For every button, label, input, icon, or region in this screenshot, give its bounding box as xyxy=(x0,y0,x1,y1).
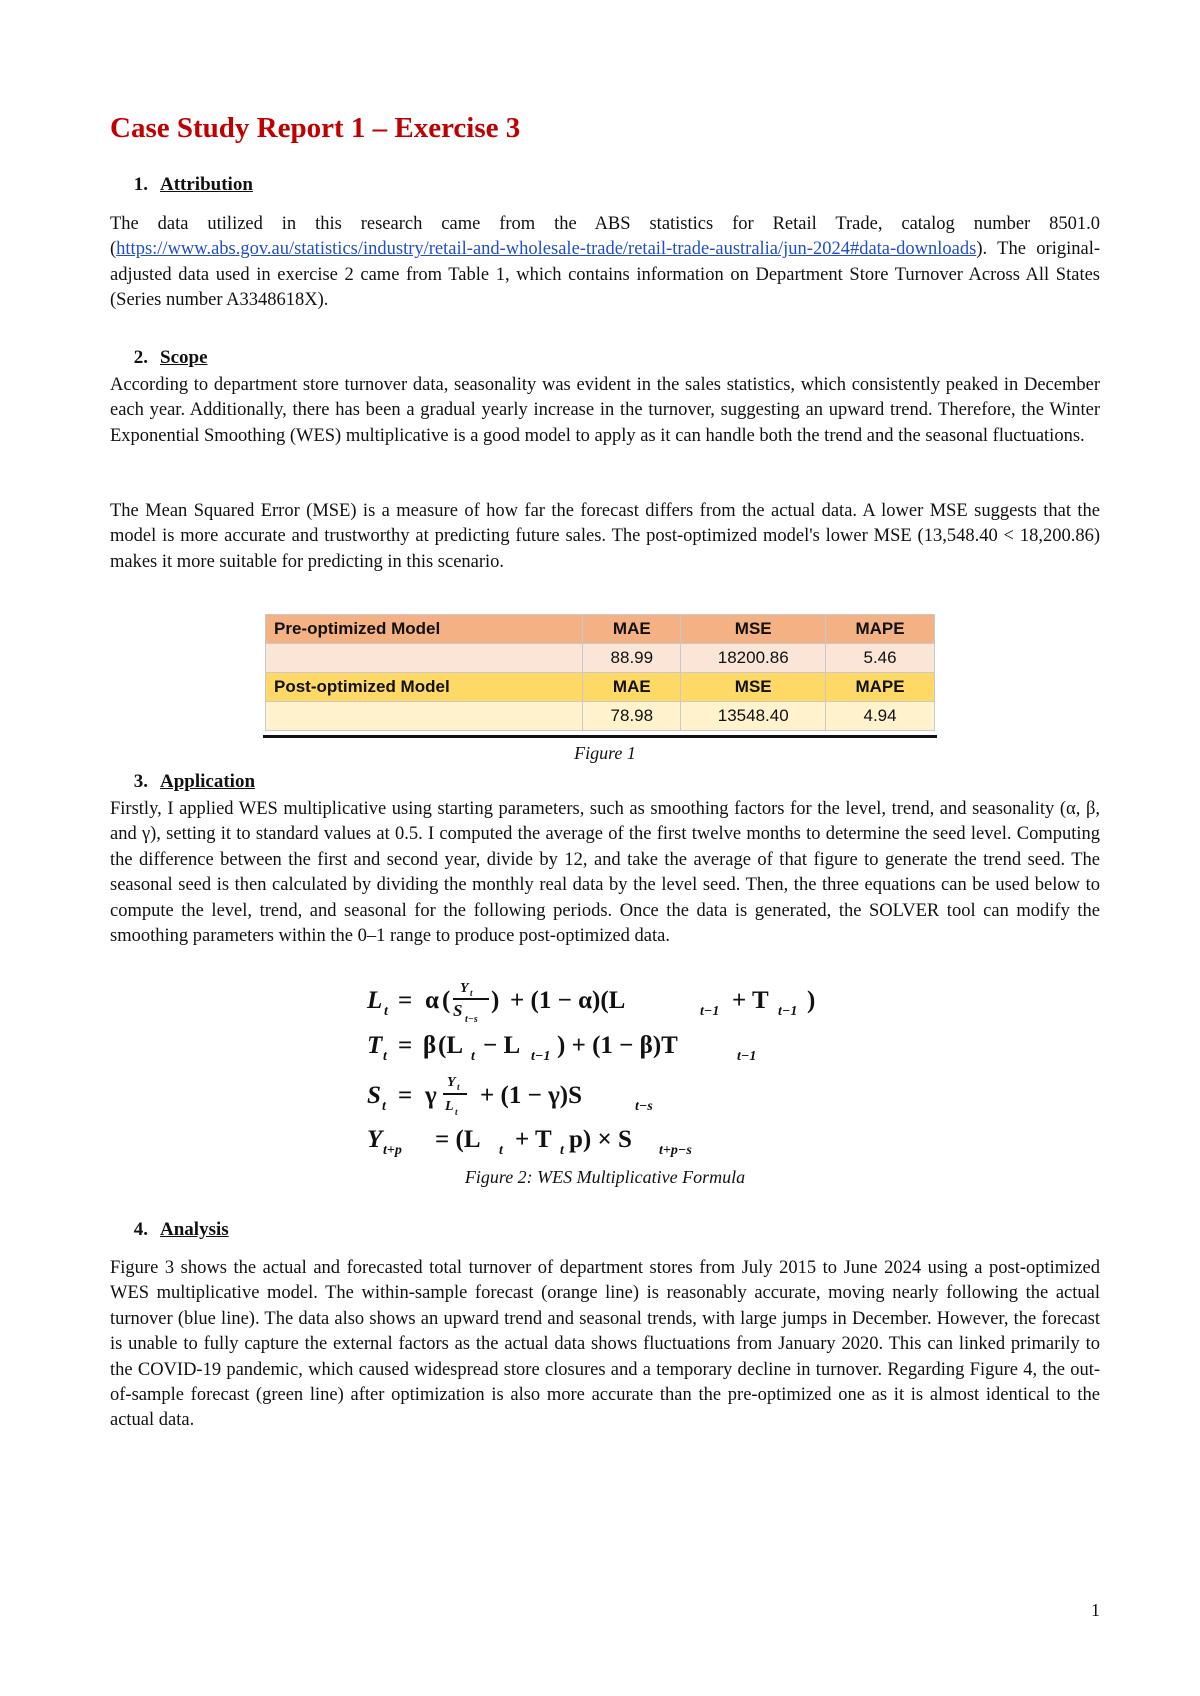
post-mape-value: 4.94 xyxy=(826,702,935,731)
figure-2-caption: Figure 2: WES Multiplicative Formula xyxy=(464,1167,746,1187)
section-number: 4. xyxy=(133,1219,148,1240)
table-row xyxy=(266,673,935,702)
alpha-symbol: α xyxy=(425,987,439,1014)
trend-term: − L xyxy=(483,1032,521,1059)
section-heading-attribution xyxy=(110,174,253,196)
empty-cell xyxy=(266,702,583,731)
paren: ) xyxy=(807,987,816,1014)
header-mae: MAE xyxy=(583,615,681,644)
figure-1-caption: Figure 1 xyxy=(574,743,636,763)
section-label: Analysis xyxy=(160,1219,229,1240)
post-optimized-label: Post-optimized Model xyxy=(266,673,583,702)
frac-denominator-sub: t xyxy=(455,1107,458,1117)
level-lhs-sub: t xyxy=(384,1004,388,1019)
level-lhs: L xyxy=(367,987,383,1014)
equals-sign: = xyxy=(398,987,413,1014)
trend-sub: t−1 xyxy=(737,1049,757,1064)
pre-optimized-label: Pre-optimized Model xyxy=(266,615,583,644)
equals-sign: = xyxy=(398,1082,413,1109)
frac-denominator: L xyxy=(445,1099,454,1114)
header-mse: MSE xyxy=(681,673,826,702)
forecast-equation xyxy=(367,1126,692,1158)
seasonal-lhs-sub: t xyxy=(382,1099,386,1114)
application-paragraph: Firstly, I applied WES multiplicative using starting parameters, such as smoothing factors for the level, trend, and seasonality (α, β, and γ), setting it to standard values at 0.5. I computed the average of the first twelve months to determine the seed level. Computing the difference between the first and second year, divide by 12, and take the average of that figure to generate the trend seed. The seasonal seed is then calculated by dividing the monthly real data by the level seed. Then, the three equations can be used below to compute the level, trend, and seasonal for the following periods. Once the data is generated, the SOLVER tool can modify the smoothing parameters within the 0–1 range to produce post-optimized data. xyxy=(110,799,1100,947)
seasonal-equation xyxy=(367,1075,653,1117)
scope-paragraph-1: According to department store turnover data, seasonality was evident in the sales statistics, which consistently peaked in December each year. Additionally, there has been a gradual yearly increase in the turnover, suggesting an upward trend. Therefore, the Winter Exponential Smoothing (WES) multiplicative is a good model to apply as it can handle both the trend and the seasonal fluctuations. xyxy=(110,375,1100,446)
table-row xyxy=(266,702,935,731)
trend-lhs: T xyxy=(367,1032,383,1059)
empty-cell xyxy=(266,644,583,673)
seasonal-term: + (1 − γ)S xyxy=(480,1082,582,1109)
forecast-sub: t+p−s xyxy=(659,1143,692,1158)
section-label: Application xyxy=(160,771,256,792)
equals-sign: = xyxy=(398,1032,413,1059)
wes-formula-figure xyxy=(365,975,865,1160)
header-mape: MAPE xyxy=(826,673,935,702)
post-mae-value: 78.98 xyxy=(583,702,681,731)
frac-denominator-sub: t−s xyxy=(465,1014,478,1025)
pre-mape-value: 5.46 xyxy=(826,644,935,673)
forecast-term: p) × S xyxy=(569,1126,632,1153)
forecast-sub: t xyxy=(499,1143,503,1158)
forecast-term: + T xyxy=(515,1126,552,1153)
forecast-lhs-sub: t+p xyxy=(383,1143,402,1158)
section-label: Attribution xyxy=(160,174,253,195)
section-heading-scope xyxy=(110,347,208,369)
table-bottom-rule xyxy=(263,735,937,738)
pre-mse-value: 18200.86 xyxy=(681,644,826,673)
gamma-symbol: γ xyxy=(425,1082,437,1109)
attribution-text-before: The data utilized in this research came from the ABS statistics for Retail Trade, catalog number 8501.0 ( xyxy=(110,214,1100,260)
frac-numerator: Y xyxy=(460,981,469,996)
frac-denominator: S xyxy=(453,1001,463,1020)
pre-mae-value: 88.99 xyxy=(583,644,681,673)
attribution-paragraph xyxy=(110,212,1100,314)
level-sub: t−1 xyxy=(700,1004,720,1019)
report-title: Case Study Report 1 – Exercise 3 xyxy=(110,112,521,144)
frac-numerator-sub: t xyxy=(470,988,473,998)
paren: ( xyxy=(442,987,451,1014)
section-number: 3. xyxy=(133,771,148,792)
trend-equation xyxy=(367,1032,756,1064)
level-term: + (1 − α)(L xyxy=(510,987,626,1014)
trend-sub: t−1 xyxy=(778,1004,798,1019)
section-heading-analysis xyxy=(110,1219,229,1241)
section-heading-application xyxy=(110,771,255,793)
level-equation xyxy=(366,981,815,1025)
frac-numerator: Y xyxy=(447,1075,456,1090)
beta-symbol: β xyxy=(423,1032,437,1059)
table-row xyxy=(266,644,935,673)
section-number: 2. xyxy=(133,347,148,368)
trend-lhs-sub: t xyxy=(383,1049,387,1064)
level-trend-term: + T xyxy=(732,987,769,1014)
post-mse-value: 13548.40 xyxy=(681,702,826,731)
metrics-table xyxy=(265,614,935,731)
header-mape: MAPE xyxy=(826,615,935,644)
seasonal-sub: t−s xyxy=(635,1099,653,1114)
trend-term: (L xyxy=(438,1032,463,1059)
forecast-sub: t xyxy=(560,1143,564,1158)
header-mse: MSE xyxy=(681,615,826,644)
forecast-lhs: Y xyxy=(367,1126,383,1153)
frac-numerator-sub: t xyxy=(457,1082,460,1092)
forecast-term: = (L xyxy=(435,1126,481,1153)
trend-term: ) + (1 − β)T xyxy=(557,1032,678,1059)
header-mae: MAE xyxy=(583,673,681,702)
analysis-paragraph: Figure 3 shows the actual and forecasted total turnover of department stores from July 2015 to June 2024 using a post-optimized WES multiplicative model. The within-sample forecast (orange line) is reasonably accurate, moving nearly following the actual turnover (blue line). The data also shows an upward trend and seasonal trends, with large jumps in December. However, the forecast is unable to fully capture the external factors as the actual data shows fluctuations from January 2020. This can linked primarily to the COVID-19 pandemic, which caused widespread store closures and a temporary decline in turnover. Regarding Figure 4, the out-of-sample forecast (green line) after optimization is also more accurate than the pre-optimized one as it is almost identical to the actual data. xyxy=(110,1258,1100,1431)
table-row xyxy=(266,615,935,644)
section-number: 1. xyxy=(133,174,148,195)
attribution-text-after: ). The original-adjusted data used in exercise 2 came from Table 1, which contains information on Department Store Turnover Across All States (Series number A3348618X). xyxy=(110,239,1100,311)
abs-data-link[interactable]: https://www.abs.gov.au/statistics/industry/retail-and-wholesale-trade/retail-trade-australia/jun-2024#data-downloads xyxy=(116,239,977,260)
page-number: 1 xyxy=(1091,1600,1100,1620)
paren: ) xyxy=(491,987,500,1014)
section-label: Scope xyxy=(160,347,208,368)
trend-sub: t xyxy=(471,1049,475,1064)
trend-sub: t−1 xyxy=(531,1049,551,1064)
scope-paragraph-2: The Mean Squared Error (MSE) is a measure of how far the forecast differs from the actual data. A lower MSE suggests that the model is more accurate and trustworthy at predicting future sales. The post-optimized model's lower MSE (13,548.40 < 18,200.86) makes it more suitable for predicting in this scenario. xyxy=(110,501,1100,572)
seasonal-lhs: S xyxy=(367,1082,381,1109)
